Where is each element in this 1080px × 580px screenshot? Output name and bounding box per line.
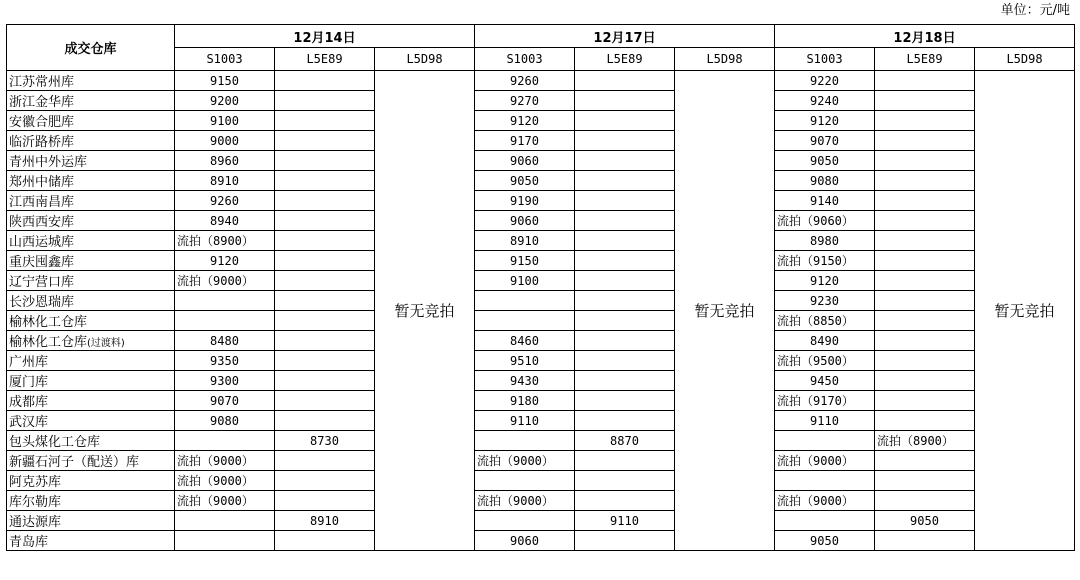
table-row <box>7 311 1075 331</box>
price-cell-s1003: 流拍（8900） <box>175 231 275 251</box>
warehouse-name-text: 包头煤化工仓库 <box>9 435 101 450</box>
price-cell-s1003 <box>175 311 275 331</box>
price-cell-l5e89 <box>875 331 975 351</box>
price-cell-l5e89 <box>575 471 675 491</box>
price-cell-s1003: 9120 <box>475 111 575 131</box>
table-row <box>7 471 1075 491</box>
table-row <box>7 131 1075 151</box>
price-cell-s1003: 9230 <box>775 291 875 311</box>
price-cell-l5e89 <box>275 91 375 111</box>
price-cell-l5e89 <box>875 231 975 251</box>
price-cell-s1003: 9060 <box>475 151 575 171</box>
price-cell-s1003: 9430 <box>475 371 575 391</box>
table-row <box>7 71 1075 91</box>
price-cell-s1003: 流拍（9150） <box>775 251 875 271</box>
grade-header: L5E89 <box>275 48 375 71</box>
warehouse-name-text: 辽宁营口库 <box>9 275 75 290</box>
price-cell-l5e89 <box>875 91 975 111</box>
grade-header: S1003 <box>475 48 575 71</box>
price-cell-l5e89 <box>275 411 375 431</box>
warehouse-name <box>7 71 175 91</box>
grade-header: L5E89 <box>575 48 675 71</box>
price-cell-l5e89 <box>875 371 975 391</box>
price-cell-s1003 <box>475 431 575 451</box>
price-cell-s1003: 9450 <box>775 371 875 391</box>
warehouse-name-text: 武汉库 <box>9 415 49 430</box>
price-cell-l5e89 <box>275 531 375 551</box>
price-cell-l5e89 <box>575 191 675 211</box>
price-cell-s1003: 流拍（9000） <box>175 471 275 491</box>
table-body <box>7 71 1075 551</box>
price-cell-s1003: 流拍（9000） <box>175 271 275 291</box>
warehouse-name-note: (过渡料) <box>87 338 125 349</box>
warehouse-name <box>7 371 175 391</box>
price-cell-s1003: 8490 <box>775 331 875 351</box>
price-cell-s1003 <box>175 511 275 531</box>
price-cell-s1003: 流拍（8850） <box>775 311 875 331</box>
table-row <box>7 271 1075 291</box>
no-auction-cell: 暂无竞拍 <box>675 71 775 551</box>
price-cell-l5e89 <box>575 211 675 231</box>
price-cell-l5e89 <box>575 151 675 171</box>
price-cell-s1003: 9270 <box>475 91 575 111</box>
warehouse-name-text: 长沙恩瑞库 <box>9 295 75 310</box>
price-cell-l5e89: 8910 <box>275 511 375 531</box>
price-cell-l5e89 <box>575 291 675 311</box>
price-cell-l5e89 <box>275 151 375 171</box>
price-cell-s1003: 9150 <box>475 251 575 271</box>
warehouse-name-text: 通达源库 <box>9 515 62 530</box>
price-cell-s1003: 9060 <box>475 531 575 551</box>
warehouse-name <box>7 331 175 351</box>
table-row <box>7 231 1075 251</box>
price-cell-l5e89 <box>275 491 375 511</box>
date-header: 12月18日 <box>775 25 1075 48</box>
price-cell-l5e89: 9110 <box>575 511 675 531</box>
price-cell-s1003: 9350 <box>175 351 275 371</box>
table-row <box>7 411 1075 431</box>
table-row <box>7 211 1075 231</box>
price-cell-s1003: 9120 <box>775 111 875 131</box>
price-cell-s1003: 流拍（9000） <box>475 451 575 471</box>
price-cell-s1003: 8960 <box>175 151 275 171</box>
price-cell-l5e89 <box>875 311 975 331</box>
price-cell-s1003 <box>175 531 275 551</box>
price-cell-l5e89 <box>875 71 975 91</box>
price-cell-l5e89 <box>575 131 675 151</box>
warehouse-name <box>7 431 175 451</box>
price-cell-s1003: 9220 <box>775 71 875 91</box>
warehouse-name-text: 重庆囤鑫库 <box>9 255 75 270</box>
grade-header: L5D98 <box>975 48 1075 71</box>
price-cell-l5e89 <box>275 311 375 331</box>
price-cell-s1003 <box>775 431 875 451</box>
price-cell-l5e89 <box>875 271 975 291</box>
price-cell-l5e89 <box>575 271 675 291</box>
price-cell-l5e89 <box>275 211 375 231</box>
price-cell-s1003: 9060 <box>475 211 575 231</box>
grade-header: S1003 <box>175 48 275 71</box>
price-cell-s1003 <box>775 511 875 531</box>
price-cell-s1003: 8480 <box>175 331 275 351</box>
warehouse-name-text: 临沂路桥库 <box>9 135 75 150</box>
price-cell-s1003 <box>475 311 575 331</box>
warehouse-name <box>7 131 175 151</box>
warehouse-name <box>7 391 175 411</box>
table-row <box>7 531 1075 551</box>
price-cell-l5e89 <box>875 211 975 231</box>
warehouse-name-text: 江苏常州库 <box>9 75 75 90</box>
price-cell-s1003: 9050 <box>475 171 575 191</box>
price-cell-s1003: 流拍（9000） <box>175 491 275 511</box>
price-cell-s1003: 8910 <box>475 231 575 251</box>
price-cell-s1003: 9100 <box>175 111 275 131</box>
warehouse-name-text: 阿克苏库 <box>9 475 62 490</box>
price-cell-s1003: 9200 <box>175 91 275 111</box>
no-auction-cell: 暂无竞拍 <box>375 71 475 551</box>
price-cell-l5e89 <box>575 451 675 471</box>
price-cell-l5e89 <box>275 291 375 311</box>
price-cell-l5e89 <box>875 111 975 131</box>
price-cell-s1003: 9100 <box>475 271 575 291</box>
price-cell-l5e89 <box>275 271 375 291</box>
warehouse-name <box>7 231 175 251</box>
auction-table <box>6 24 1075 551</box>
warehouse-name-text: 库尔勒库 <box>9 495 62 510</box>
price-cell-l5e89 <box>875 171 975 191</box>
price-cell-l5e89 <box>875 471 975 491</box>
price-cell-s1003: 9120 <box>175 251 275 271</box>
price-cell-l5e89 <box>575 231 675 251</box>
warehouse-name-text: 安徽合肥库 <box>9 115 75 130</box>
price-cell-s1003: 9190 <box>475 191 575 211</box>
price-cell-l5e89 <box>275 451 375 471</box>
price-cell-l5e89 <box>275 251 375 271</box>
price-cell-l5e89 <box>875 451 975 471</box>
price-cell-s1003 <box>475 291 575 311</box>
price-cell-l5e89 <box>275 351 375 371</box>
warehouse-name <box>7 211 175 231</box>
price-cell-l5e89 <box>275 331 375 351</box>
price-cell-s1003: 9080 <box>775 171 875 191</box>
warehouse-name <box>7 471 175 491</box>
price-cell-l5e89 <box>275 391 375 411</box>
price-cell-s1003: 流拍（9060） <box>775 211 875 231</box>
price-cell-l5e89 <box>275 471 375 491</box>
warehouse-name <box>7 531 175 551</box>
price-cell-l5e89 <box>575 391 675 411</box>
warehouse-name <box>7 91 175 111</box>
price-cell-s1003: 8910 <box>175 171 275 191</box>
price-cell-s1003: 9170 <box>475 131 575 151</box>
warehouse-name <box>7 351 175 371</box>
price-cell-l5e89 <box>575 331 675 351</box>
price-cell-l5e89 <box>875 251 975 271</box>
warehouse-name <box>7 251 175 271</box>
warehouse-name <box>7 291 175 311</box>
price-cell-s1003 <box>475 511 575 531</box>
price-cell-l5e89 <box>575 111 675 131</box>
table-row <box>7 171 1075 191</box>
price-cell-s1003: 9070 <box>775 131 875 151</box>
date-header: 12月14日 <box>175 25 475 48</box>
warehouse-name-text: 成都库 <box>9 395 49 410</box>
price-cell-l5e89 <box>875 531 975 551</box>
warehouse-name-text: 厦门库 <box>9 375 49 390</box>
table-row <box>7 491 1075 511</box>
warehouse-name <box>7 511 175 531</box>
price-cell-s1003: 9050 <box>775 531 875 551</box>
table-row <box>7 191 1075 211</box>
table-row <box>7 351 1075 371</box>
grade-header: L5E89 <box>875 48 975 71</box>
price-cell-l5e89 <box>275 111 375 131</box>
price-cell-l5e89: 8730 <box>275 431 375 451</box>
price-cell-l5e89 <box>875 191 975 211</box>
price-cell-s1003: 9150 <box>175 71 275 91</box>
price-cell-s1003: 9240 <box>775 91 875 111</box>
header-row-dates <box>7 25 1075 48</box>
warehouse-name-text: 榆林化工仓库 <box>9 315 88 330</box>
price-cell-l5e89 <box>575 251 675 271</box>
price-cell-l5e89 <box>575 371 675 391</box>
price-cell-s1003: 9070 <box>175 391 275 411</box>
price-cell-l5e89 <box>575 91 675 111</box>
warehouse-name <box>7 311 175 331</box>
price-cell-s1003: 流拍（9000） <box>175 451 275 471</box>
warehouse-name <box>7 191 175 211</box>
table-row <box>7 431 1075 451</box>
price-cell-l5e89 <box>875 291 975 311</box>
price-cell-s1003: 流拍（9000） <box>775 491 875 511</box>
price-cell-s1003: 8940 <box>175 211 275 231</box>
warehouse-name-text: 陕西西安库 <box>9 215 75 230</box>
price-cell-s1003 <box>175 291 275 311</box>
price-cell-s1003 <box>175 431 275 451</box>
price-cell-s1003 <box>475 471 575 491</box>
no-auction-cell: 暂无竞拍 <box>975 71 1075 551</box>
grade-header: L5D98 <box>675 48 775 71</box>
price-cell-s1003: 8460 <box>475 331 575 351</box>
price-cell-s1003: 9140 <box>775 191 875 211</box>
price-cell-l5e89: 流拍（8900） <box>875 431 975 451</box>
price-cell-l5e89 <box>875 351 975 371</box>
table-row <box>7 111 1075 131</box>
price-cell-s1003: 9300 <box>175 371 275 391</box>
price-cell-s1003 <box>775 471 875 491</box>
price-cell-l5e89 <box>575 311 675 331</box>
warehouse-name-text: 江西南昌库 <box>9 195 75 210</box>
price-cell-s1003: 9080 <box>175 411 275 431</box>
warehouse-name-text: 青州中外运库 <box>9 155 88 170</box>
price-cell-l5e89 <box>575 411 675 431</box>
price-cell-l5e89 <box>875 491 975 511</box>
warehouse-name <box>7 411 175 431</box>
warehouse-name <box>7 451 175 471</box>
price-cell-l5e89 <box>275 171 375 191</box>
price-cell-l5e89 <box>275 131 375 151</box>
warehouse-name-text: 新疆石河子（配送）库 <box>9 455 140 470</box>
price-cell-s1003: 9180 <box>475 391 575 411</box>
price-cell-l5e89 <box>875 131 975 151</box>
price-cell-l5e89 <box>875 411 975 431</box>
price-cell-l5e89 <box>575 531 675 551</box>
price-cell-l5e89 <box>575 171 675 191</box>
price-cell-l5e89 <box>875 151 975 171</box>
warehouse-name <box>7 151 175 171</box>
table-row <box>7 91 1075 111</box>
table-row <box>7 151 1075 171</box>
price-cell-s1003: 流拍（9170） <box>775 391 875 411</box>
warehouse-name-text: 浙江金华库 <box>9 95 75 110</box>
price-cell-s1003: 9260 <box>475 71 575 91</box>
warehouse-name-text: 青岛库 <box>9 535 49 550</box>
price-cell-s1003: 8980 <box>775 231 875 251</box>
table-row <box>7 331 1075 351</box>
price-cell-s1003: 流拍（9500） <box>775 351 875 371</box>
warehouse-name <box>7 111 175 131</box>
warehouse-name <box>7 171 175 191</box>
price-cell-s1003: 9050 <box>775 151 875 171</box>
table-row <box>7 451 1075 471</box>
warehouse-name-text: 榆林化工仓库 <box>9 335 88 350</box>
price-cell-s1003: 9000 <box>175 131 275 151</box>
price-cell-s1003: 9120 <box>775 271 875 291</box>
price-cell-l5e89 <box>575 351 675 371</box>
grade-header: L5D98 <box>375 48 475 71</box>
table-row <box>7 371 1075 391</box>
table-row <box>7 391 1075 411</box>
table-row <box>7 511 1075 531</box>
warehouse-name-text: 广州库 <box>9 355 49 370</box>
unit-label: 单位：元/吨 <box>1000 3 1070 18</box>
warehouse-header: 成交仓库 <box>7 25 175 71</box>
table-row <box>7 251 1075 271</box>
warehouse-name <box>7 271 175 291</box>
price-cell-l5e89 <box>875 391 975 411</box>
price-cell-l5e89 <box>275 231 375 251</box>
price-cell-l5e89: 9050 <box>875 511 975 531</box>
price-cell-l5e89 <box>275 371 375 391</box>
table-row <box>7 291 1075 311</box>
price-cell-s1003: 流拍（9000） <box>775 451 875 471</box>
price-cell-l5e89 <box>275 191 375 211</box>
date-header: 12月17日 <box>475 25 775 48</box>
price-cell-s1003: 流拍（9000） <box>475 491 575 511</box>
price-cell-l5e89 <box>275 71 375 91</box>
warehouse-name <box>7 491 175 511</box>
price-cell-l5e89: 8870 <box>575 431 675 451</box>
price-cell-l5e89 <box>575 491 675 511</box>
warehouse-name-text: 郑州中储库 <box>9 175 75 190</box>
price-cell-s1003: 9110 <box>475 411 575 431</box>
price-cell-s1003: 9260 <box>175 191 275 211</box>
warehouse-name-text: 山西运城库 <box>9 235 75 250</box>
price-cell-s1003: 9110 <box>775 411 875 431</box>
price-cell-l5e89 <box>575 71 675 91</box>
price-cell-s1003: 9510 <box>475 351 575 371</box>
grade-header: S1003 <box>775 48 875 71</box>
